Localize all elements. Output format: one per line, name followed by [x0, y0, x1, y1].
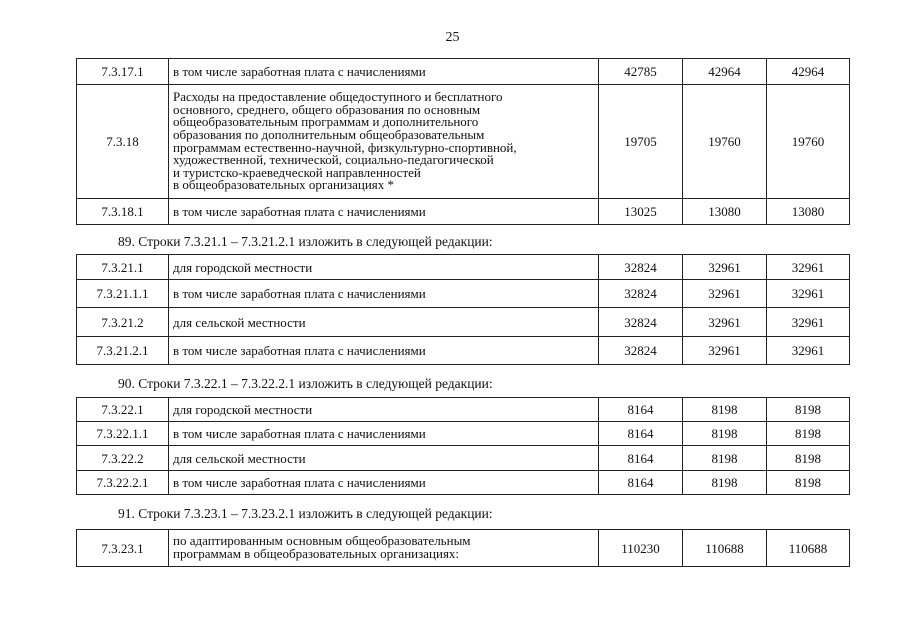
row-value-1: 32824	[599, 337, 683, 365]
row-code: 7.3.21.1.1	[77, 280, 169, 308]
table-row	[77, 471, 850, 495]
row-description: для городской местности	[169, 398, 599, 422]
description-line: в общеобразовательных организациях *	[173, 177, 394, 193]
amendment-paragraph-89: 89. Строки 7.3.21.1 – 7.3.21.2.1 изложить в следующей редакции:	[118, 234, 493, 249]
row-value-2: 110688	[683, 530, 767, 567]
row-value-2: 32961	[683, 280, 767, 308]
row-code: 7.3.22.2	[77, 446, 169, 471]
row-value-3: 8198	[767, 471, 850, 495]
row-value-2: 8198	[683, 422, 767, 446]
row-description: в том числе заработная плата с начислениями	[169, 280, 599, 308]
row-value-3: 32961	[767, 255, 850, 280]
description-line: по адаптированным основным общеобразовательным	[173, 533, 471, 549]
amendment-paragraph-91: 91. Строки 7.3.23.1 – 7.3.23.2.1 изложить в следующей редакции:	[118, 506, 493, 521]
table-row	[77, 199, 850, 225]
row-description: в том числе заработная плата с начислениями	[169, 471, 599, 495]
description-line: общеобразовательным программам и дополнительного	[173, 114, 479, 130]
row-value-3: 42964	[767, 59, 850, 85]
row-value-2: 32961	[683, 337, 767, 365]
row-value-1: 13025	[599, 199, 683, 225]
row-value-1: 8164	[599, 422, 683, 446]
table-7-3-23	[76, 529, 850, 567]
description-line: Расходы на предоставление общедоступного и бесплатного	[173, 89, 503, 105]
row-code: 7.3.21.2.1	[77, 337, 169, 365]
row-code: 7.3.22.1.1	[77, 422, 169, 446]
row-value-1: 8164	[599, 471, 683, 495]
description-line: и туристско-краеведческой направленностей	[173, 164, 421, 180]
table-7-3-21	[76, 254, 850, 365]
row-value-3: 110688	[767, 530, 850, 567]
row-description: в том числе заработная плата с начислениями	[169, 337, 599, 365]
row-value-3: 8198	[767, 398, 850, 422]
table-row	[77, 530, 850, 567]
table-row	[77, 422, 850, 446]
row-value-3: 32961	[767, 308, 850, 337]
row-value-1: 19705	[599, 85, 683, 199]
row-value-3: 8198	[767, 446, 850, 471]
row-value-1: 8164	[599, 446, 683, 471]
row-description: для городской местности	[169, 255, 599, 280]
row-code: 7.3.22.1	[77, 398, 169, 422]
row-value-2: 19760	[683, 85, 767, 199]
row-value-1: 42785	[599, 59, 683, 85]
table-row	[77, 85, 850, 199]
amendment-paragraph-90: 90. Строки 7.3.22.1 – 7.3.22.2.1 изложить в следующей редакции:	[118, 376, 493, 391]
row-value-1: 32824	[599, 255, 683, 280]
row-description: для сельской местности	[169, 308, 599, 337]
row-value-1: 32824	[599, 280, 683, 308]
description-line: программам естественно-научной, физкультурно-спортивной,	[173, 139, 517, 155]
table-7-3-17-18	[76, 58, 850, 225]
description-line: программам в общеобразовательных организациях:	[173, 546, 460, 561]
row-value-2: 8198	[683, 446, 767, 471]
row-value-3: 8198	[767, 422, 850, 446]
description-line: основного, среднего, общего образования по основным	[173, 101, 481, 117]
row-value-1: 32824	[599, 308, 683, 337]
row-code: 7.3.21.2	[77, 308, 169, 337]
row-value-2: 8198	[683, 398, 767, 422]
table-row	[77, 337, 850, 365]
row-description: в том числе заработная плата с начислениями	[169, 199, 599, 225]
row-value-2: 8198	[683, 471, 767, 495]
row-description: в том числе заработная плата с начислениями	[169, 59, 599, 85]
row-value-2: 13080	[683, 199, 767, 225]
row-code: 7.3.22.2.1	[77, 471, 169, 495]
row-description	[169, 530, 599, 567]
table-row	[77, 308, 850, 337]
table-row	[77, 446, 850, 471]
table-row	[77, 398, 850, 422]
row-description: в том числе заработная плата с начислениями	[169, 422, 599, 446]
table-row	[77, 255, 850, 280]
table-row	[77, 59, 850, 85]
row-description: для сельской местности	[169, 446, 599, 471]
row-code: 7.3.21.1	[77, 255, 169, 280]
row-value-2: 42964	[683, 59, 767, 85]
row-value-1: 110230	[599, 530, 683, 567]
row-value-3: 13080	[767, 199, 850, 225]
row-value-1: 8164	[599, 398, 683, 422]
row-code: 7.3.23.1	[77, 530, 169, 567]
row-value-2: 32961	[683, 308, 767, 337]
description-line: художественной, технической, социально-педагогической	[173, 152, 494, 168]
row-value-3: 32961	[767, 337, 850, 365]
row-code: 7.3.18.1	[77, 199, 169, 225]
row-value-3: 19760	[767, 85, 850, 199]
table-row	[77, 280, 850, 308]
row-value-2: 32961	[683, 255, 767, 280]
table-7-3-22	[76, 397, 850, 495]
row-code: 7.3.18	[77, 85, 169, 199]
page-number: 25	[445, 30, 460, 45]
row-description	[169, 85, 599, 199]
row-code: 7.3.17.1	[77, 59, 169, 85]
description-line: образования по дополнительным общеобразовательным	[173, 126, 485, 142]
row-value-3: 32961	[767, 280, 850, 308]
